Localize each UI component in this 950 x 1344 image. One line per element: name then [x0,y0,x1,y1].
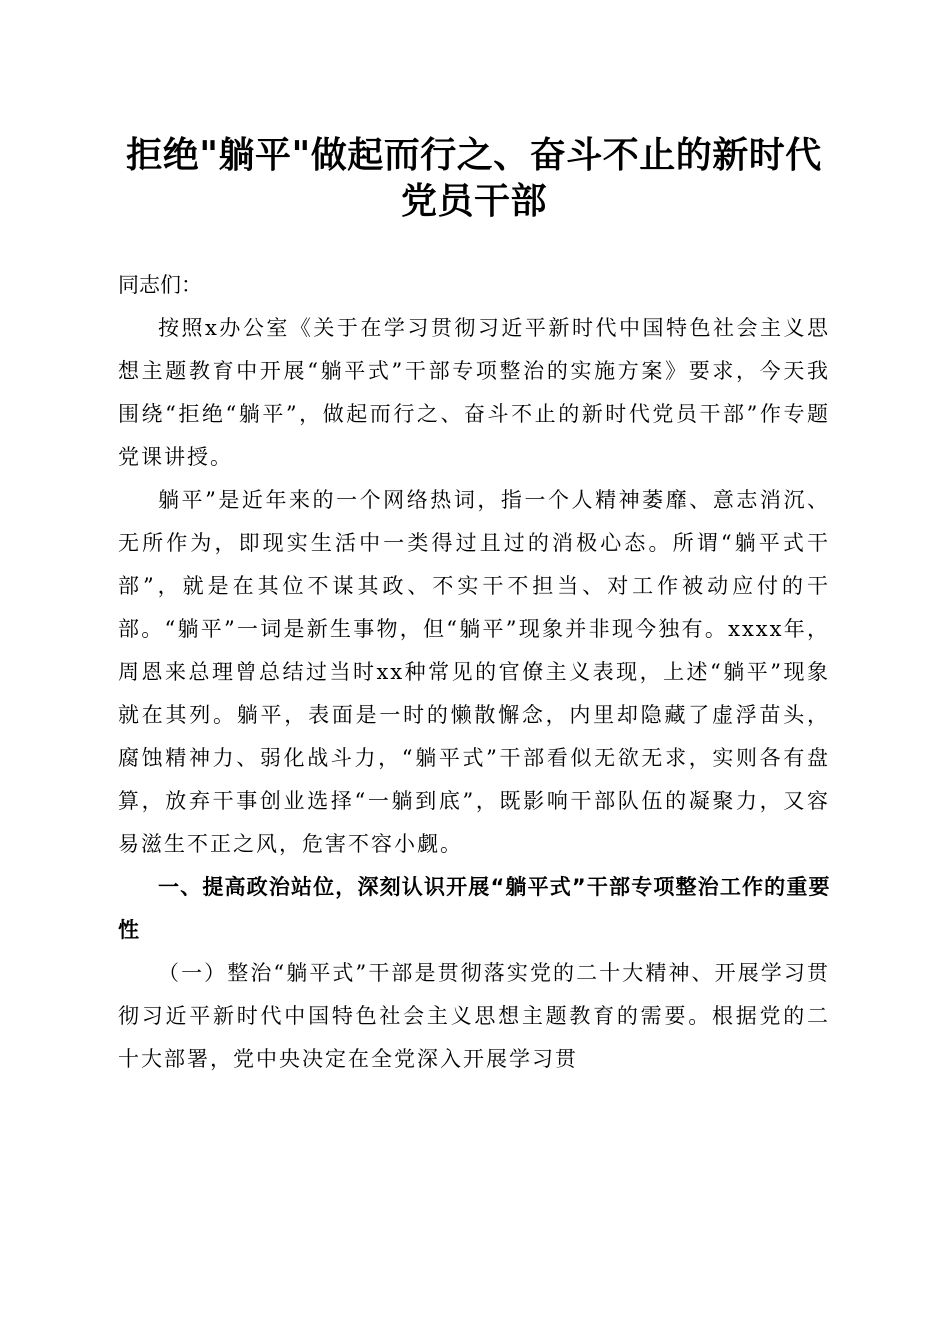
title-line-2: 党员干部 [400,180,547,222]
body-paragraph-3: （一）整治“躺平式”干部是贯彻落实党的二十大精神、开展学习贯彻习近平新时代中国特色社会主义思想主题教育的需要。根据党的二十大部署，党中央决定在全党深入开展学习贯 [118,961,830,1071]
body-paragraph-1: 按照x办公室《关于在学习贯彻习近平新时代中国特色社会主义思想主题教育中开展“躺平式”干部专项整治的实施方案》要求，今天我围绕“拒绝“躺平”，做起而行之、奋斗不止的新时代党员干部”作专题党课讲授。 [118,316,830,469]
title-line-1: 拒绝"躺平"做起而行之、奋斗不止的新时代 [126,134,822,176]
section-heading-1: 一、提高政治站位，深刻认识开展“躺平式”干部专项整治工作的重要性 [118,875,830,942]
salutation: 同志们： [118,273,202,297]
document-page [118,132,830,1081]
document-title [118,132,830,224]
body-paragraph-2: 躺平”是近年来的一个网络热词，指一个人精神萎靡、意志消沉、无所作为，即现实生活中一类得过且过的消极心态。所谓“躺平式干部”，就是在其位不谋其政、不实干不担当、对工作被动应付的干部。“躺平”一词是新生事物，但“躺平”现象并非现今独有。xxxx年，周恩来总理曾总结过当时xx种常见的官僚主义表现，上述“躺平”现象就在其列。躺平，表面是一时的懒散懈念，内里却隐藏了虚浮苗头，腐蚀精神力、弱化战斗力，“躺平式”干部看似无欲无求，实则各有盘算，放弃干事创业选择“一躺到底”，既影响干部队伍的凝聚力，又容易滋生不正之风，危害不容小觑。 [118,488,830,856]
